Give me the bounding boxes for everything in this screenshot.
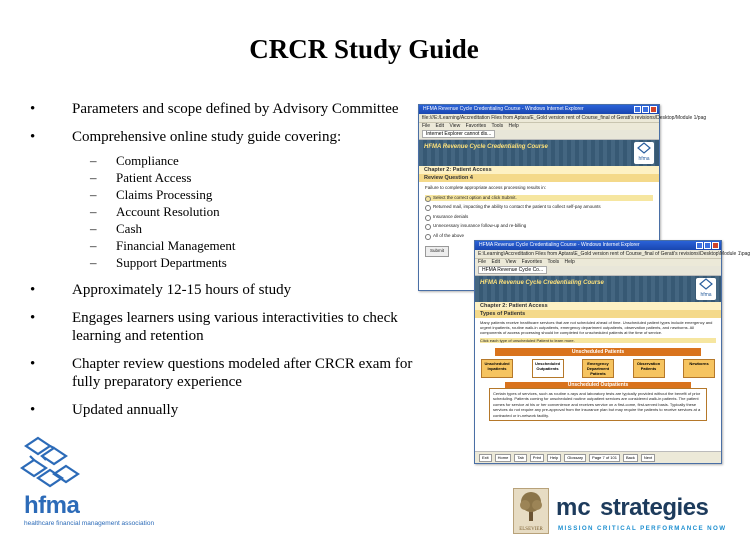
banner-title: HFMA Revenue Cycle Credentialing Course [424,144,548,150]
nav-glossary-button[interactable]: Glossary [564,454,586,462]
bullet-dot: • [30,101,36,117]
window-title: HFMA Revenue Cycle Credentialing Course - Windows Internet Explorer [423,106,584,112]
option-text: Insurance denials [433,213,469,219]
nav-print-button[interactable]: Print [530,454,544,462]
patient-type-button[interactable]: Emergency Department Patients [582,359,614,378]
radio-icon[interactable] [425,224,431,230]
option-text: Returned mail, impacting the ability to contact the patient to collect self-pay amounts [433,204,601,209]
minimize-icon[interactable] [634,106,641,113]
minimize-icon[interactable] [696,242,703,249]
bullet-text: Updated annually [72,402,179,418]
hfma-mark-icon [637,142,651,154]
submit-button[interactable]: Submit [425,246,449,257]
patient-type-button[interactable]: Newborns [683,359,715,378]
bullet-item [30,128,430,146]
topic-text: Support Departments [116,255,227,270]
nav-exit-button[interactable]: Exit [479,454,492,462]
hfma-logo [14,440,174,530]
patient-type-button[interactable]: Unscheduled Inpatients [481,359,513,378]
unscheduled-title: Unscheduled Patients [495,348,701,356]
topic-item [90,237,430,254]
menu-bar[interactable]: File Edit View Favorites Tools Help [419,123,659,130]
radio-icon[interactable] [425,215,431,221]
instruction [425,195,653,202]
bullet-text: Approximately 12-15 hours of study [72,282,292,298]
course-banner [475,276,721,302]
topic-item [90,186,430,203]
topic-item [90,254,430,271]
nav-help-button[interactable]: Help [547,454,561,462]
bullet-item [30,281,430,299]
close-icon[interactable] [650,106,657,113]
topic-list [30,152,430,271]
hfma-small-word: hfma [700,292,712,298]
nav-home-button[interactable]: Home [495,454,512,462]
topic-item [90,152,430,169]
bullet-dot: • [30,129,36,145]
bullet-dot: • [30,310,36,326]
address-bar[interactable]: file:///E:/Learning/Accreditation Files from Aptara/E_Gold version rent of Course_final of Gerati's revisions/Desktop/Module 1/pag [419,114,659,123]
window-controls [633,106,657,117]
click-prompt: Click each type of unscheduled Patient to learn more. [480,338,716,343]
dash: – [90,187,97,202]
answer-option[interactable] [425,223,653,230]
menu-bar[interactable]: File Edit View Favorites Tools Help [475,259,721,266]
section-bar: Review Question 4 [419,174,659,182]
nav-tab-button[interactable]: Tab [514,454,526,462]
bullet-dot: • [30,282,36,298]
maximize-icon[interactable] [642,106,649,113]
mc-wordmark: strategies [600,494,709,521]
topic-text: Financial Management [116,238,236,253]
sub-title: Unscheduled Outpatients [505,382,691,388]
patient-type-row [481,359,715,378]
bullet-text: Comprehensive online study guide covering: [72,129,342,145]
bullet-text: Parameters and scope defined by Advisory Committee [72,101,399,117]
question-text: Failure to complete appropriate access processing results in: [425,185,547,190]
hfma-tagline: healthcare financial management association [24,520,155,527]
hfma-wordmark: hfma [24,492,80,519]
mc-strategies-logo [556,494,726,534]
dash: – [90,238,97,253]
chapter-bar: Chapter 2: Patient Access [419,166,659,174]
slide-title: CRCR Study Guide [249,34,479,64]
window-titlebar [475,241,721,250]
mc-tagline: MISSION CRITICAL PERFORMANCE NOW [558,525,727,532]
option-text: All of the above [433,232,465,238]
window-controls [695,242,719,253]
patient-type-button[interactable]: Observation Patients [633,359,665,378]
bullet-dot: • [30,356,36,372]
radio-icon [425,196,431,202]
topic-item [90,203,430,220]
instruction-text: Select the correct option and click Submit. [433,194,517,200]
topic-text: Cash [116,221,142,236]
topic-item [90,220,430,237]
banner-title: HFMA Revenue Cycle Credentialing Course [480,280,604,286]
window-title: HFMA Revenue Cycle Credentialing Course - Windows Internet Explorer [479,242,640,248]
dash: – [90,153,97,168]
patients-content [475,318,721,345]
dash: – [90,204,97,219]
window-titlebar [419,105,659,114]
page-indicator: Page 7 of 101 [589,454,620,462]
radio-icon[interactable] [425,234,431,240]
elsevier-tree-icon [514,489,548,523]
hfma-mark-icon [699,278,713,290]
answer-option[interactable] [425,214,653,221]
mc-mark: mc [556,494,591,521]
chapter-bar: Chapter 2: Patient Access [475,302,721,310]
topic-text: Compliance [116,153,179,168]
bullet-item [30,401,430,419]
course-banner [419,140,659,166]
elsevier-wordmark: ELSEVIER [519,527,543,532]
browser-tab[interactable]: HFMA Revenue Cycle Co... [478,266,547,274]
section-bar: Types of Patients [475,310,721,318]
bullet-list [30,100,430,429]
bullet-item [30,355,430,391]
answer-option[interactable] [425,233,653,240]
tab-strip [419,130,659,140]
nav-back-button[interactable]: Back [623,454,638,462]
topic-text: Claims Processing [116,187,213,202]
hfma-logo-small-icon [634,142,654,164]
elsevier-logo [513,488,549,534]
patient-type-button[interactable]: Unscheduled Outpatients [532,359,564,378]
bullet-text: Chapter review questions modeled after CRCR exam for fully preparatory experience [72,356,413,390]
hfma-small-word: hfma [638,156,650,162]
bullet-item [30,309,430,345]
answer-option[interactable] [425,204,653,211]
dash: – [90,255,97,270]
maximize-icon[interactable] [704,242,711,249]
address-bar[interactable]: E:\Learning\Accreditation Files from Aptara\E_Gold version rent of Course_final of Gerati's revisions\Desktop\Module 1\pag [475,250,721,259]
close-icon[interactable] [712,242,719,249]
topic-item [90,169,430,186]
bullet-dot: • [30,402,36,418]
sub-text: Certain types of services, such as routine x-rays and laboratory tests are typically provided without the benefit of prior scheduling. Patients coming for unscheduled routine outpatient services are considered walk-in patients. The patient comes for service at his or her convenience and receives service on a first-come, first-served basis. Typically these services do not require any pre-approval from the insurance plan but may require the patients to receive services at a contracted or in-network facility. [489,388,707,422]
hfma-mark-icon [20,436,80,494]
topic-text: Patient Access [116,170,192,185]
option-text: Unnecessary insurance follow-up and re-billing [433,223,527,228]
nav-next-button[interactable]: Next [641,454,655,462]
course-nav [475,451,721,463]
topic-text: Account Resolution [116,204,220,219]
intro-text: Many patients receive healthcare services that are not scheduled ahead of time. Unscheduled patient types include emergency and urgent inpatients, routine walk-in outpatients, emergency department outpatients, observation patients, and newborns. All components of access processing should be completed for unscheduled patients at the time of service. [480,320,713,336]
bullet-text: Engages learners using various interactivities to check learning and retention [72,310,398,344]
hfma-logo-small-icon [696,278,716,300]
dash: – [90,170,97,185]
dash: – [90,221,97,236]
tab-strip [475,266,721,276]
radio-icon[interactable] [425,205,431,211]
browser-window-patients [474,240,750,464]
bullet-item [30,100,430,118]
browser-tab[interactable]: Internet Explorer cannot dis... [422,130,495,138]
